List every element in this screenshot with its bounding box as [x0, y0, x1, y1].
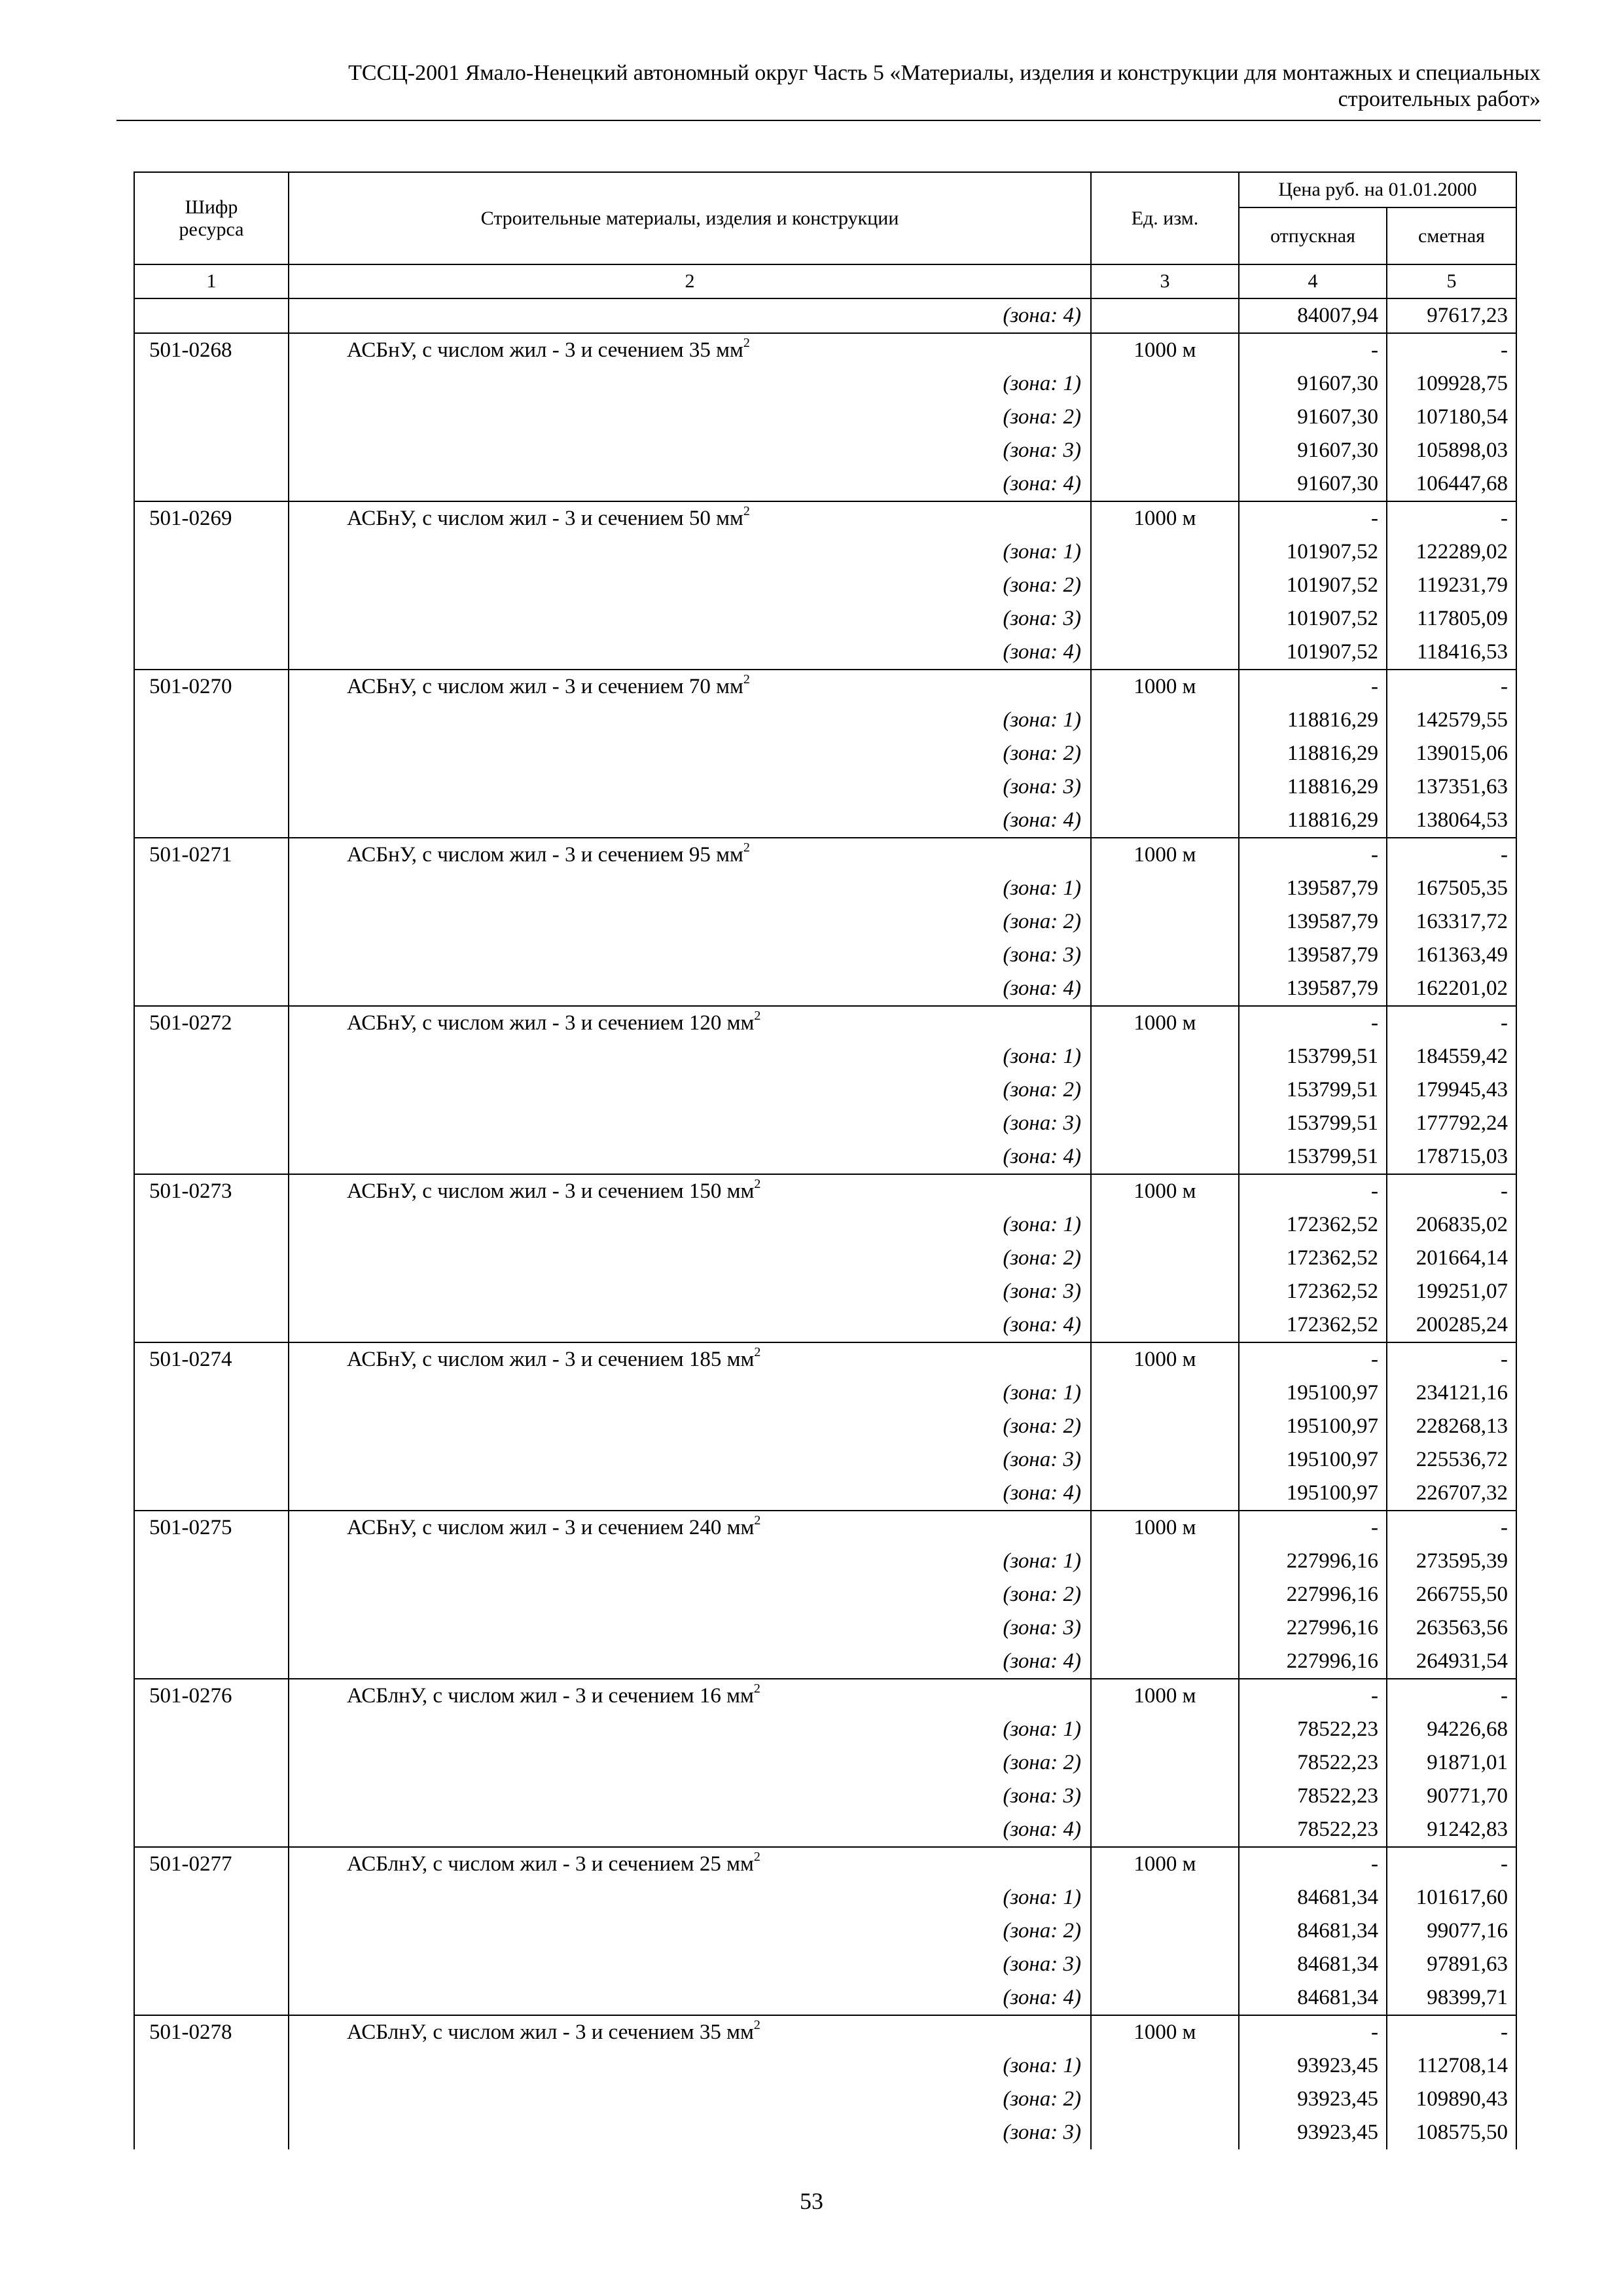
release-price: 139587,79: [1239, 939, 1387, 972]
estimate-price: 226707,32: [1387, 1477, 1516, 1511]
zone-label: (зона: 4): [289, 1477, 1091, 1511]
release-price: 118816,29: [1239, 704, 1387, 737]
material-name-text: АСБнУ, с числом жил - 3 и сечением 95 мм: [347, 843, 743, 867]
table-row: [134, 838, 1516, 872]
zone-row: [134, 1645, 1516, 1679]
estimate-price: 200285,24: [1387, 1308, 1516, 1342]
estimate-price: -: [1387, 838, 1516, 872]
zone-row: [134, 737, 1516, 770]
estimate-price: 201664,14: [1387, 1242, 1516, 1275]
zone-label: (зона: 1): [289, 704, 1091, 737]
superscript: 2: [743, 840, 750, 855]
estimate-price: 101617,60: [1387, 1881, 1516, 1914]
table-row: [134, 1342, 1516, 1376]
release-price: 93923,45: [1239, 2049, 1387, 2083]
estimate-price: 137351,63: [1387, 770, 1516, 804]
zone-row: [134, 2049, 1516, 2083]
header-rule: [116, 120, 1541, 121]
material-name-text: АСБлнУ, с числом жил - 3 и сечением 25 мм: [347, 1852, 754, 1876]
zone-label: (зона: 2): [289, 1073, 1091, 1107]
zone-label: (зона: 4): [289, 972, 1091, 1006]
resource-code: 501-0273: [134, 1174, 289, 1208]
material-name-text: АСБнУ, с числом жил - 3 и сечением 120 мм: [347, 1011, 755, 1035]
estimate-price: 263563,56: [1387, 1611, 1516, 1645]
superscript: 2: [754, 1177, 761, 1191]
material-name: [289, 1847, 1091, 1881]
material-name-text: АСБлнУ, с числом жил - 3 и сечением 35 мм: [347, 2020, 754, 2044]
estimate-price: 139015,06: [1387, 737, 1516, 770]
zone-label: (зона: 2): [289, 1746, 1091, 1780]
zone-label: (зона: 4): [289, 1981, 1091, 2015]
material-name: [289, 1174, 1091, 1208]
release-price: 78522,23: [1239, 1713, 1387, 1746]
page-number: 53: [800, 2188, 823, 2214]
zone-label: (зона: 2): [289, 401, 1091, 434]
zone-label: (зона: 4): [289, 1645, 1091, 1679]
zone-row: [134, 1746, 1516, 1780]
resource-code: 501-0269: [134, 501, 289, 535]
resource-code: 501-0274: [134, 1342, 289, 1376]
zone-label: (зона: 1): [289, 1040, 1091, 1073]
release-price: 93923,45: [1239, 2083, 1387, 2116]
zone-label: (зона: 3): [289, 1948, 1091, 1981]
zone-label: (зона: 3): [289, 434, 1091, 467]
table-row: [134, 1174, 1516, 1208]
zone-row: [134, 1140, 1516, 1174]
estimate-price: 199251,07: [1387, 1275, 1516, 1308]
release-price: 91607,30: [1239, 434, 1387, 467]
superscript: 2: [743, 336, 750, 350]
zone-row: [134, 2116, 1516, 2149]
release-price: 195100,97: [1239, 1477, 1387, 1511]
release-price: 101907,52: [1239, 602, 1387, 636]
zone-row: [134, 1578, 1516, 1611]
zone-label: (зона: 3): [289, 2116, 1091, 2149]
estimate-price: 122289,02: [1387, 535, 1516, 569]
zone-label: (зона: 3): [289, 939, 1091, 972]
zone-row: [134, 1881, 1516, 1914]
unit: 1000 м: [1091, 1342, 1239, 1376]
release-price: 84681,34: [1239, 1914, 1387, 1948]
estimate-price: 161363,49: [1387, 939, 1516, 972]
release-price: 84681,34: [1239, 1948, 1387, 1981]
superscript: 2: [743, 504, 750, 518]
zone-row: [134, 872, 1516, 905]
estimate-price: -: [1387, 1847, 1516, 1881]
release-price: 227996,16: [1239, 1545, 1387, 1578]
zone-row: [134, 636, 1516, 670]
zone-label: (зона: 4): [289, 636, 1091, 670]
estimate-price: -: [1387, 333, 1516, 367]
zone-row: [134, 602, 1516, 636]
table-row: [134, 1511, 1516, 1545]
zone-label: (зона: 2): [289, 905, 1091, 939]
material-name-text: АСБнУ, с числом жил - 3 и сечением 185 мм: [347, 1348, 755, 1371]
release-price: 84681,34: [1239, 1881, 1387, 1914]
zone-label: (зона: 3): [289, 1443, 1091, 1477]
estimate-price: 97617,23: [1387, 298, 1516, 333]
column-number: 1: [134, 264, 289, 298]
unit: 1000 м: [1091, 2015, 1239, 2049]
release-price: -: [1239, 333, 1387, 367]
zone-label: (зона: 1): [289, 1545, 1091, 1578]
superscript: 2: [754, 1345, 761, 1359]
release-price: 84681,34: [1239, 1981, 1387, 2015]
release-price: 101907,52: [1239, 535, 1387, 569]
material-name-text: АСБнУ, с числом жил - 3 и сечением 240 мм: [347, 1516, 755, 1539]
release-price: -: [1239, 1174, 1387, 1208]
estimate-price: -: [1387, 1679, 1516, 1713]
unit: 1000 м: [1091, 670, 1239, 704]
estimate-price: 91871,01: [1387, 1746, 1516, 1780]
release-price: 91607,30: [1239, 401, 1387, 434]
estimate-price: 97891,63: [1387, 1948, 1516, 1981]
release-price: 227996,16: [1239, 1645, 1387, 1679]
estimate-price: 178715,03: [1387, 1140, 1516, 1174]
zone-row: [134, 1443, 1516, 1477]
estimate-price: 234121,16: [1387, 1376, 1516, 1410]
zone-label: (зона: 3): [289, 1780, 1091, 1813]
zone-label: (зона: 2): [289, 1578, 1091, 1611]
estimate-price: 264931,54: [1387, 1645, 1516, 1679]
zone-row: [134, 1040, 1516, 1073]
release-price: -: [1239, 1847, 1387, 1881]
release-price: 118816,29: [1239, 737, 1387, 770]
header-code: Шифр ресурса: [134, 172, 289, 264]
zone-label: (зона: 4): [289, 1140, 1091, 1174]
estimate-price: -: [1387, 1511, 1516, 1545]
zone-row: [134, 905, 1516, 939]
zone-label: (зона: 3): [289, 1107, 1091, 1140]
release-price: 227996,16: [1239, 1578, 1387, 1611]
zone-label: (зона: 1): [289, 1881, 1091, 1914]
estimate-price: 112708,14: [1387, 2049, 1516, 2083]
material-name-text: АСБнУ, с числом жил - 3 и сечением 150 мм: [347, 1179, 755, 1203]
estimate-price: 99077,16: [1387, 1914, 1516, 1948]
zone-row: [134, 367, 1516, 401]
zone-label: (зона: 3): [289, 1275, 1091, 1308]
release-price: 227996,16: [1239, 1611, 1387, 1645]
zone-row: [134, 569, 1516, 602]
release-price: -: [1239, 1006, 1387, 1040]
release-price: 139587,79: [1239, 905, 1387, 939]
zone-label: (зона: 2): [289, 737, 1091, 770]
zone-row: [134, 770, 1516, 804]
zone-row: [134, 1376, 1516, 1410]
table-row: [134, 1006, 1516, 1040]
zone-label: (зона: 1): [289, 367, 1091, 401]
unit: 1000 м: [1091, 501, 1239, 535]
column-number: 2: [289, 264, 1091, 298]
table-row: [134, 670, 1516, 704]
zone-row: [134, 1477, 1516, 1511]
release-price: -: [1239, 838, 1387, 872]
table-body: [134, 298, 1516, 2149]
running-header-line2: строительных работ»: [1338, 87, 1541, 111]
zone-label: (зона: 2): [289, 2083, 1091, 2116]
zone-label: (зона: 4): [289, 467, 1091, 501]
zone-row: [134, 972, 1516, 1006]
superscript: 2: [743, 672, 750, 687]
material-name: [289, 1679, 1091, 1713]
zone-label: (зона: 1): [289, 872, 1091, 905]
header-price-group: Цена руб. на 01.01.2000: [1239, 172, 1516, 207]
release-price: 172362,52: [1239, 1208, 1387, 1242]
zone-row: [134, 535, 1516, 569]
zone-row: [134, 1208, 1516, 1242]
estimate-price: 225536,72: [1387, 1443, 1516, 1477]
header-unit: Ед. изм.: [1091, 172, 1239, 264]
release-price: 93923,45: [1239, 2116, 1387, 2149]
estimate-price: 119231,79: [1387, 569, 1516, 602]
unit: 1000 м: [1091, 1006, 1239, 1040]
zone-label: (зона: 1): [289, 1376, 1091, 1410]
release-price: 172362,52: [1239, 1308, 1387, 1342]
estimate-price: 138064,53: [1387, 804, 1516, 838]
material-name: [289, 2015, 1091, 2049]
zone-row: [134, 1948, 1516, 1981]
release-price: 139587,79: [1239, 872, 1387, 905]
material-name: [289, 1342, 1091, 1376]
superscript: 2: [753, 1681, 760, 1696]
release-price: 195100,97: [1239, 1410, 1387, 1443]
material-name-text: АСБнУ, с числом жил - 3 и сечением 35 мм: [347, 338, 743, 362]
estimate-price: -: [1387, 501, 1516, 535]
estimate-price: 228268,13: [1387, 1410, 1516, 1443]
zone-row: [134, 1914, 1516, 1948]
zone-row: [134, 804, 1516, 838]
resource-code: 501-0270: [134, 670, 289, 704]
resource-code: 501-0277: [134, 1847, 289, 1881]
release-price: 118816,29: [1239, 770, 1387, 804]
estimate-price: 167505,35: [1387, 872, 1516, 905]
zone-row: [134, 1611, 1516, 1645]
release-price: 195100,97: [1239, 1443, 1387, 1477]
zone-row: [134, 939, 1516, 972]
material-name: [289, 333, 1091, 367]
material-name-text: АСБнУ, с числом жил - 3 и сечением 50 мм: [347, 507, 743, 530]
unit: 1000 м: [1091, 1679, 1239, 1713]
table-row: [134, 333, 1516, 367]
superscript: 2: [754, 1009, 761, 1023]
estimate-price: -: [1387, 670, 1516, 704]
superscript: 2: [753, 2018, 760, 2032]
release-price: 195100,97: [1239, 1376, 1387, 1410]
zone-row: [134, 401, 1516, 434]
zone-row: [134, 1780, 1516, 1813]
estimate-price: 107180,54: [1387, 401, 1516, 434]
zone-row: [134, 1813, 1516, 1847]
estimate-price: 162201,02: [1387, 972, 1516, 1006]
table-row: [134, 501, 1516, 535]
release-price: 78522,23: [1239, 1813, 1387, 1847]
table-row: [134, 1679, 1516, 1713]
estimate-price: -: [1387, 1174, 1516, 1208]
release-price: 101907,52: [1239, 636, 1387, 670]
zone-label: (зона: 1): [289, 1713, 1091, 1746]
unit: 1000 м: [1091, 333, 1239, 367]
estimate-price: -: [1387, 1006, 1516, 1040]
estimate-price: 118416,53: [1387, 636, 1516, 670]
estimate-price: 206835,02: [1387, 1208, 1516, 1242]
zone-label: (зона: 3): [289, 602, 1091, 636]
material-name-text: АСБнУ, с числом жил - 3 и сечением 70 мм: [347, 675, 743, 698]
estimate-price: 273595,39: [1387, 1545, 1516, 1578]
release-price: 172362,52: [1239, 1275, 1387, 1308]
zone-label: (зона: 2): [289, 1914, 1091, 1948]
release-price: 78522,23: [1239, 1746, 1387, 1780]
estimate-price: 163317,72: [1387, 905, 1516, 939]
unit: 1000 м: [1091, 1847, 1239, 1881]
table-row: [134, 1847, 1516, 1881]
material-name: [289, 501, 1091, 535]
estimate-price: 142579,55: [1387, 704, 1516, 737]
column-number: 3: [1091, 264, 1239, 298]
material-name: [289, 1511, 1091, 1545]
header-name: Строительные материалы, изделия и конструкции: [289, 172, 1091, 264]
unit: 1000 м: [1091, 1174, 1239, 1208]
zone-label: (зона: 1): [289, 2049, 1091, 2083]
estimate-price: 94226,68: [1387, 1713, 1516, 1746]
unit: 1000 м: [1091, 838, 1239, 872]
zone-label: (зона: 2): [289, 1242, 1091, 1275]
column-number: 5: [1387, 264, 1516, 298]
release-price: 91607,30: [1239, 367, 1387, 401]
header-estimate-price: сметная: [1387, 207, 1516, 264]
resource-code: 501-0268: [134, 333, 289, 367]
material-name: [289, 838, 1091, 872]
release-price: 153799,51: [1239, 1140, 1387, 1174]
estimate-price: -: [1387, 1342, 1516, 1376]
estimate-price: 179945,43: [1387, 1073, 1516, 1107]
zone-label: (зона: 1): [289, 1208, 1091, 1242]
release-price: 91607,30: [1239, 467, 1387, 501]
zone-row: [134, 467, 1516, 501]
zone-row: [134, 1107, 1516, 1140]
estimate-price: 98399,71: [1387, 1981, 1516, 2015]
resource-code: 501-0278: [134, 2015, 289, 2049]
running-header-line1: ТССЦ-2001 Ямало-Ненецкий автономный округ Часть 5 «Материалы, изделия и конструкции для монтажных и специальных: [348, 61, 1541, 85]
estimate-price: 106447,68: [1387, 467, 1516, 501]
material-name: [289, 1006, 1091, 1040]
price-table: [134, 171, 1517, 2149]
header-release-price: отпускная: [1239, 207, 1387, 264]
estimate-price: -: [1387, 2015, 1516, 2049]
release-price: -: [1239, 2015, 1387, 2049]
estimate-price: 177792,24: [1387, 1107, 1516, 1140]
release-price: -: [1239, 1342, 1387, 1376]
zone-label: (зона: 4): [289, 1308, 1091, 1342]
release-price: 153799,51: [1239, 1107, 1387, 1140]
zone-label: (зона: 2): [289, 1410, 1091, 1443]
release-price: 172362,52: [1239, 1242, 1387, 1275]
zone-label: (зона: 2): [289, 569, 1091, 602]
table-row: [134, 2015, 1516, 2049]
release-price: -: [1239, 1511, 1387, 1545]
release-price: 101907,52: [1239, 569, 1387, 602]
zone-row: [134, 1410, 1516, 1443]
zone-row: [134, 1242, 1516, 1275]
column-number: 4: [1239, 264, 1387, 298]
material-name-text: АСБлнУ, с числом жил - 3 и сечением 16 мм: [347, 1684, 754, 1708]
resource-code: 501-0276: [134, 1679, 289, 1713]
release-price: -: [1239, 501, 1387, 535]
running-header: [118, 60, 1541, 113]
estimate-price: 109890,43: [1387, 2083, 1516, 2116]
zone-label: (зона: 4): [289, 804, 1091, 838]
table-row: [134, 298, 1516, 333]
estimate-price: 266755,50: [1387, 1578, 1516, 1611]
zone-row: [134, 1713, 1516, 1746]
zone-row: [134, 1073, 1516, 1107]
release-price: 84007,94: [1239, 298, 1387, 333]
estimate-price: 90771,70: [1387, 1780, 1516, 1813]
superscript: 2: [753, 1850, 760, 1864]
estimate-price: 184559,42: [1387, 1040, 1516, 1073]
zone-label: (зона: 4): [289, 1813, 1091, 1847]
estimate-price: 105898,03: [1387, 434, 1516, 467]
release-price: 153799,51: [1239, 1073, 1387, 1107]
zone-label: (зона: 3): [289, 1611, 1091, 1645]
zone-label: (зона: 3): [289, 770, 1091, 804]
estimate-price: 108575,50: [1387, 2116, 1516, 2149]
zone-row: [134, 1981, 1516, 2015]
release-price: -: [1239, 1679, 1387, 1713]
superscript: 2: [754, 1513, 761, 1528]
unit: 1000 м: [1091, 1511, 1239, 1545]
zone-row: [134, 2083, 1516, 2116]
estimate-price: 117805,09: [1387, 602, 1516, 636]
zone-row: [134, 1275, 1516, 1308]
resource-code: 501-0271: [134, 838, 289, 872]
estimate-price: 91242,83: [1387, 1813, 1516, 1847]
resource-code: 501-0272: [134, 1006, 289, 1040]
zone-row: [134, 1545, 1516, 1578]
resource-code: 501-0275: [134, 1511, 289, 1545]
zone-row: [134, 434, 1516, 467]
zone-label: (зона: 4): [289, 298, 1091, 333]
release-price: 78522,23: [1239, 1780, 1387, 1813]
estimate-price: 109928,75: [1387, 367, 1516, 401]
material-name: [289, 670, 1091, 704]
release-price: -: [1239, 670, 1387, 704]
release-price: 153799,51: [1239, 1040, 1387, 1073]
zone-row: [134, 1308, 1516, 1342]
zone-row: [134, 704, 1516, 737]
release-price: 139587,79: [1239, 972, 1387, 1006]
zone-label: (зона: 1): [289, 535, 1091, 569]
release-price: 118816,29: [1239, 804, 1387, 838]
